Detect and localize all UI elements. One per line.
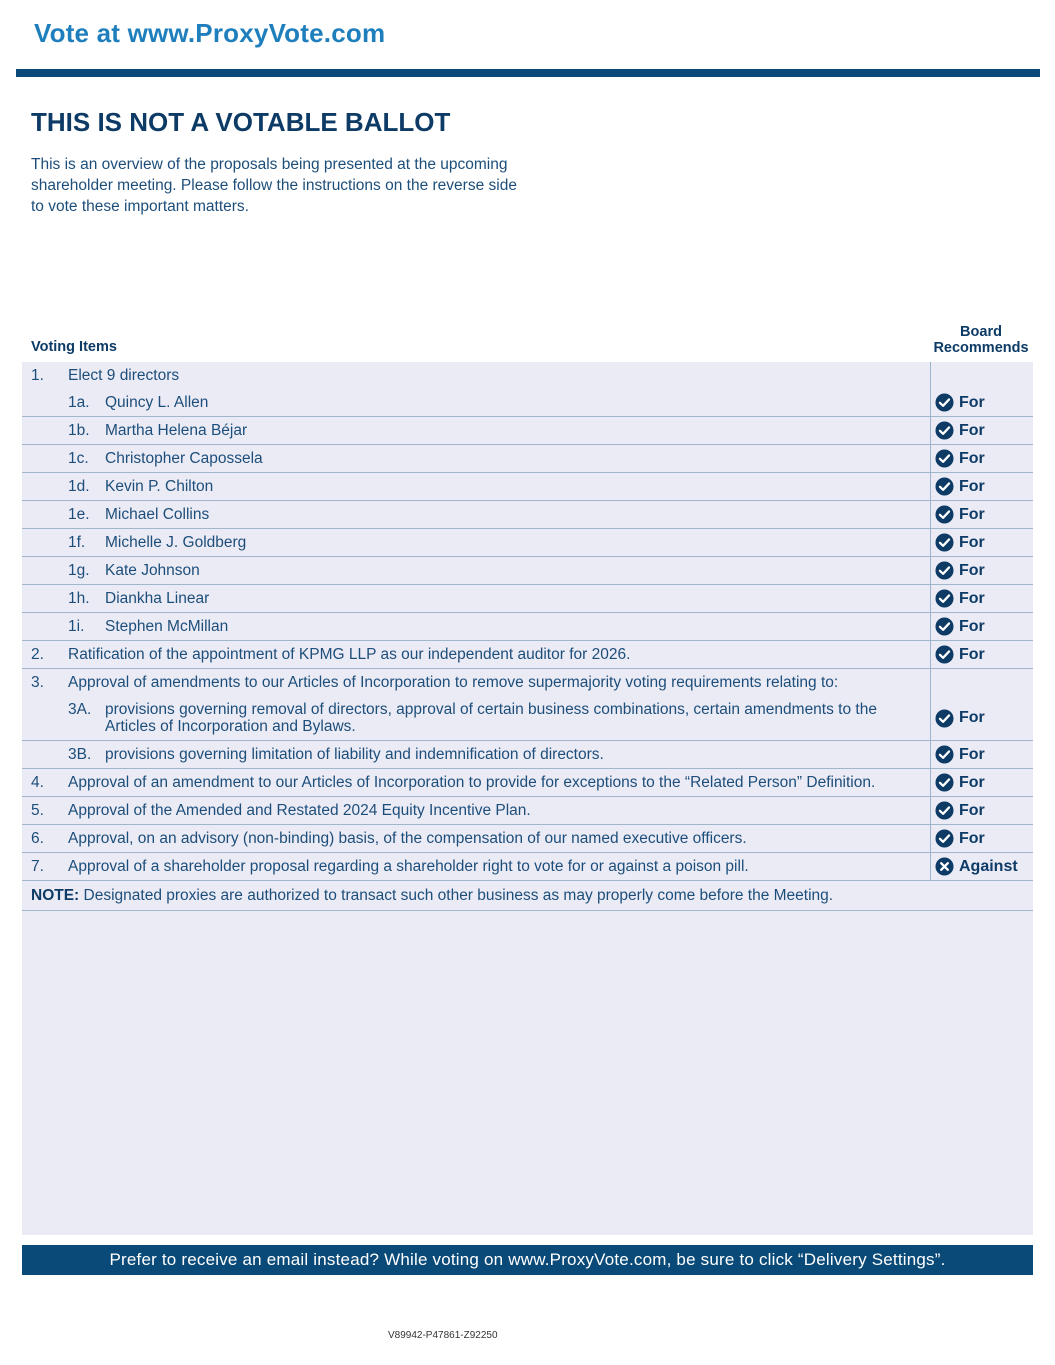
recommendation xyxy=(931,589,1033,608)
item-text: Ratification of the appointment of KPMG LLP as our independent auditor for 2026. xyxy=(68,646,631,663)
board-label: Board xyxy=(960,324,1002,340)
check-circle-icon xyxy=(935,773,954,792)
director-name: Christopher Capossela xyxy=(105,450,263,467)
recommendation xyxy=(931,505,1033,524)
director-number: 1d. xyxy=(68,478,90,495)
header-divider xyxy=(16,69,1040,77)
recommendation-label: For xyxy=(959,533,985,551)
recommendation xyxy=(931,773,1033,792)
recommendation-label: For xyxy=(959,745,985,763)
item-text: Approval, on an advisory (non-binding) basis, of the compensation of our named executive officers. xyxy=(68,830,747,847)
table-row xyxy=(22,445,1033,473)
notice-heading: THIS IS NOT A VOTABLE BALLOT xyxy=(31,107,451,137)
recommendation-label: For xyxy=(959,477,985,495)
table-row xyxy=(22,769,1033,797)
check-circle-icon xyxy=(935,745,954,764)
item-number: 4. xyxy=(31,774,44,791)
director-number: 1c. xyxy=(68,450,89,467)
table-row xyxy=(22,585,1033,613)
table-row xyxy=(22,557,1033,585)
rec-cell xyxy=(931,362,1034,389)
recommendation xyxy=(931,857,1033,876)
check-circle-icon xyxy=(935,533,954,552)
table-row xyxy=(22,669,1033,697)
recommendation-label: For xyxy=(959,421,985,439)
item-text: Approval of amendments to our Articles of Incorporation to remove supermajority voting requirements relating to: xyxy=(68,674,839,691)
director-number: 1i. xyxy=(68,618,85,635)
note-text: Designated proxies are authorized to transact such other business as may properly come before the Meeting. xyxy=(79,887,834,904)
item-number: 1. xyxy=(31,367,44,384)
item-number: 5. xyxy=(31,802,44,819)
director-name: Diankha Linear xyxy=(105,590,210,607)
voting-items-header: Voting Items xyxy=(31,339,117,355)
recommendation xyxy=(931,561,1033,580)
recommendation-label: For xyxy=(959,589,985,607)
check-circle-icon xyxy=(935,505,954,524)
subitem-text: provisions governing removal of directors, approval of certain business combinations, certain amendments to the Articles of Incorporation and Bylaws. xyxy=(105,701,877,735)
check-circle-icon xyxy=(935,449,954,468)
check-circle-icon xyxy=(935,589,954,608)
table-row xyxy=(22,501,1033,529)
item-text: Approval of an amendment to our Articles of Incorporation to provide for exceptions to the “Related Person” Definition. xyxy=(68,774,876,791)
recommendation-label: For xyxy=(959,505,985,523)
check-circle-icon xyxy=(935,617,954,636)
item-number: 6. xyxy=(31,830,44,847)
item-number: 7. xyxy=(31,858,44,875)
note-cell xyxy=(22,881,1033,911)
document-code: V89942-P47861-Z92250 xyxy=(388,1330,498,1341)
recommendation xyxy=(931,533,1033,552)
table-row xyxy=(22,362,1033,389)
recommendation-label: For xyxy=(959,829,985,847)
recommends-label: Recommends xyxy=(933,340,1029,356)
check-circle-icon xyxy=(935,801,954,820)
recommendation xyxy=(931,477,1033,496)
director-number: 1f. xyxy=(68,534,86,551)
check-circle-icon xyxy=(935,561,954,580)
table-row xyxy=(22,473,1033,501)
recommendation-label: For xyxy=(959,561,985,579)
recommendation xyxy=(931,745,1033,764)
board-recommends-header xyxy=(930,324,1032,356)
item-number: 3. xyxy=(31,674,44,691)
director-number: 1b. xyxy=(68,422,90,439)
table-row xyxy=(22,641,1033,669)
x-circle-icon xyxy=(935,857,954,876)
recommendation xyxy=(931,645,1033,664)
director-name: Michelle J. Goldberg xyxy=(105,534,247,551)
table-row xyxy=(22,881,1033,911)
check-circle-icon xyxy=(935,421,954,440)
recommendation xyxy=(931,393,1033,412)
recommendation-label: For xyxy=(959,773,985,791)
note-label: NOTE: xyxy=(31,887,80,904)
voting-items-table xyxy=(22,362,1033,911)
item-number: 2. xyxy=(31,646,44,663)
director-number: 1e. xyxy=(68,506,90,523)
item-text: Approval of the Amended and Restated 2024 Equity Incentive Plan. xyxy=(68,802,531,819)
recommendation-label: For xyxy=(959,709,985,726)
item-cell xyxy=(22,362,931,389)
table-row xyxy=(22,741,1033,769)
director-number: 1g. xyxy=(68,562,90,579)
email-delivery-banner: Prefer to receive an email instead? While voting on www.ProxyVote.com, be sure to click “Delivery Settings”. xyxy=(22,1245,1033,1275)
table-row xyxy=(22,389,1033,417)
proxyvote-title: Vote at www.ProxyVote.com xyxy=(34,18,386,48)
recommendation xyxy=(931,617,1033,636)
subitem-number: 3B. xyxy=(68,746,92,763)
subitem-text: provisions governing limitation of liability and indemnification of directors. xyxy=(105,746,604,763)
table-row xyxy=(22,696,1033,741)
subitem-number: 3A. xyxy=(68,701,92,718)
director-name: Quincy L. Allen xyxy=(105,394,209,411)
table-row xyxy=(22,797,1033,825)
director-number: 1h. xyxy=(68,590,90,607)
recommendation-label: For xyxy=(959,449,985,467)
table-row xyxy=(22,853,1033,881)
recommendation xyxy=(931,801,1033,820)
table-row xyxy=(22,529,1033,557)
recommendation xyxy=(931,449,1033,468)
recommendation-label: Against xyxy=(959,857,1018,875)
check-circle-icon xyxy=(935,709,954,728)
recommendation-label: For xyxy=(959,645,985,663)
recommendation-label: For xyxy=(959,393,985,411)
table-row xyxy=(22,417,1033,445)
recommendation xyxy=(931,829,1033,848)
director-name: Martha Helena Béjar xyxy=(105,422,248,439)
recommendation xyxy=(931,709,1033,728)
notice-body: This is an overview of the proposals being presented at the upcoming shareholder meeting. Please follow the instructions on the reverse side to vote these important matters. xyxy=(31,156,517,215)
check-circle-icon xyxy=(935,477,954,496)
item-text: Elect 9 directors xyxy=(68,367,180,384)
director-name: Kevin P. Chilton xyxy=(105,478,214,495)
director-number: 1a. xyxy=(68,394,90,411)
check-circle-icon xyxy=(935,829,954,848)
table-row xyxy=(22,613,1033,641)
check-circle-icon xyxy=(935,645,954,664)
director-name: Stephen McMillan xyxy=(105,618,229,635)
director-name: Kate Johnson xyxy=(105,562,200,579)
director-name: Michael Collins xyxy=(105,506,210,523)
recommendation-label: For xyxy=(959,617,985,635)
recommendation xyxy=(931,421,1033,440)
check-circle-icon xyxy=(935,393,954,412)
table-row xyxy=(22,825,1033,853)
recommendation-label: For xyxy=(959,801,985,819)
item-text: Approval of a shareholder proposal regarding a shareholder right to vote for or against a poison pill. xyxy=(68,858,749,875)
